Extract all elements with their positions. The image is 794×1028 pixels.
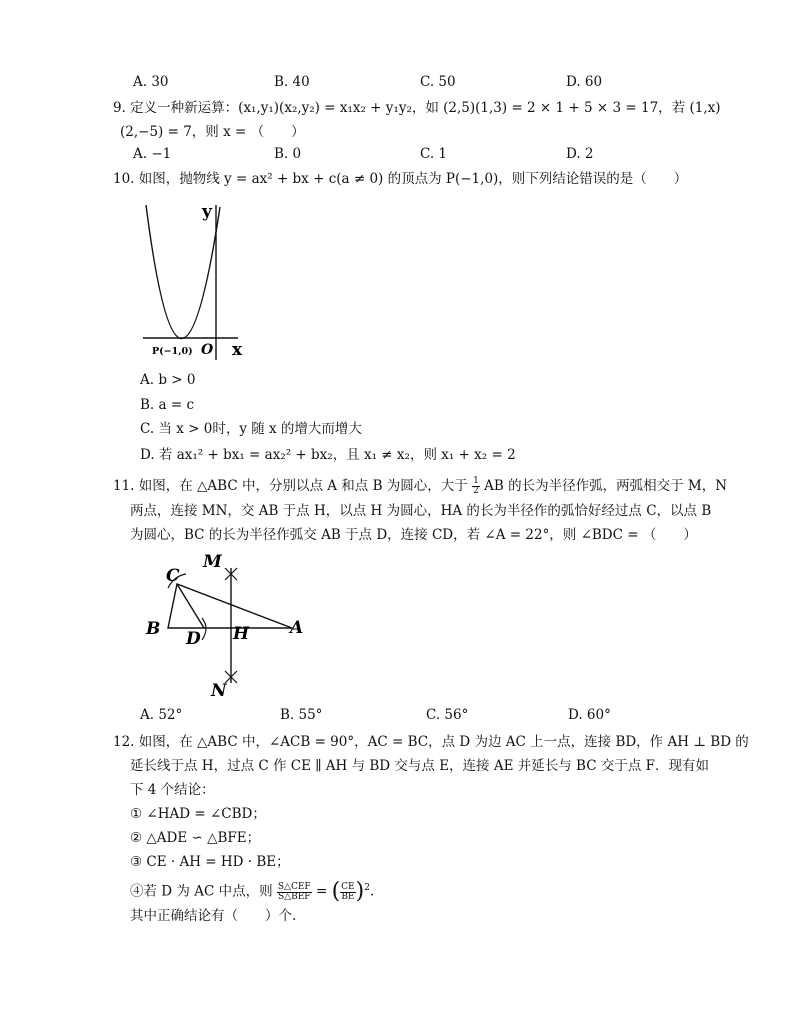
q8-option-c: C. 50 bbox=[420, 74, 456, 90]
fraction-denominator: 2 bbox=[473, 486, 479, 496]
label-d: D bbox=[186, 629, 201, 649]
label-a: A bbox=[290, 618, 304, 638]
label-m: M bbox=[203, 552, 222, 572]
q8-option-d: D. 60 bbox=[566, 74, 603, 90]
fraction-numerator: 1 bbox=[473, 476, 479, 486]
side-ratio-denominator: BE bbox=[341, 891, 355, 902]
segment-cd bbox=[177, 584, 204, 628]
origin-label: O bbox=[201, 342, 214, 358]
q11-stem-line2: 两点，连接 MN，交 AB 于点 H，以点 H 为圆心，HA 的长为半径作的弧恰好经过点 C，以点 B bbox=[130, 503, 712, 519]
parabola-curve bbox=[146, 205, 220, 339]
equals-sign: = bbox=[315, 883, 328, 900]
q12-stem-line2: 延长线于点 H，过点 C 作 CE ∥ AH 与 BD 交与点 E，连接 AE 并延长与 BC 交于点 F．现有如 bbox=[130, 758, 709, 774]
left-paren: ( bbox=[331, 879, 341, 904]
parabola-figure bbox=[138, 195, 258, 365]
side-ratio-numerator: CE bbox=[341, 881, 355, 892]
q11-option-b: B. 55° bbox=[280, 707, 323, 723]
x-axis-label: x bbox=[232, 340, 243, 360]
q9-stem-line2: (2,−5) = 7，则 x = （ ） bbox=[120, 124, 305, 140]
q12-ask: 其中正确结论有（ ）个. bbox=[130, 908, 297, 924]
half-fraction bbox=[472, 477, 480, 496]
label-h: H bbox=[233, 624, 250, 644]
q11-option-d: D. 60° bbox=[568, 707, 611, 723]
label-n: N bbox=[211, 681, 227, 701]
q12-conclusion-3: ③ CE · AH = HD · BE； bbox=[130, 854, 290, 870]
q8-option-a: A. 30 bbox=[133, 74, 169, 90]
q11-stem-part2: AB 的长为半径作弧，两弧相交于 M，N bbox=[484, 478, 728, 494]
q9-stem-line1: 9. 定义一种新运算：(x₁,y₁)(x₂,y₂) = x₁x₂ + y₁y₂，如 (2,5)(1,3) = 2 × 1 + 5 × 3 = 17，若 (1,x) bbox=[113, 100, 721, 116]
q9-option-c: C. 1 bbox=[420, 146, 448, 162]
q10-option-c: C. 当 x > 0时，y 随 x 的增大而增大 bbox=[140, 421, 362, 437]
q12-conclusion-1: ① ∠HAD = ∠CBD； bbox=[130, 806, 266, 822]
q9-option-a: A. −1 bbox=[133, 146, 172, 162]
area-ratio-numerator: S△CEF bbox=[277, 881, 311, 892]
vertex-label: P(−1,0) bbox=[152, 346, 193, 357]
triangle-construction-figure bbox=[140, 548, 320, 703]
q12-stem-line1: 12. 如图，在 △ABC 中，∠ACB = 90°，AC = BC，点 D 为边 AC 上一点，连接 BD，作 AH ⊥ BD 的 bbox=[113, 734, 749, 750]
q10-option-a: A. b > 0 bbox=[140, 372, 196, 388]
area-ratio-denominator: S△BEF bbox=[278, 891, 311, 902]
q11-option-c: C. 56° bbox=[426, 707, 469, 723]
q12-conclusion-4-text: ④若 D 为 AC 中点，则 bbox=[130, 883, 273, 900]
q11-stem-line3: 为圆心，BC 的长为半径作弧交 AB 于点 D，连接 CD，若 ∠A = 22°，则 ∠BDC = （ ） bbox=[130, 527, 697, 543]
q11-stem-line1 bbox=[113, 477, 727, 496]
area-ratio-fraction bbox=[277, 883, 312, 902]
exponent: 2 bbox=[364, 883, 370, 893]
q11-option-a: A. 52° bbox=[140, 707, 183, 723]
q9-option-b: B. 0 bbox=[274, 146, 302, 162]
q12-stem-line3: 下 4 个结论： bbox=[130, 782, 215, 798]
period: . bbox=[369, 883, 375, 900]
q9-option-d: D. 2 bbox=[566, 146, 594, 162]
right-paren: ) bbox=[355, 879, 365, 904]
q12-conclusion-2: ② △ADE ∽ △BFE； bbox=[130, 830, 261, 846]
q8-option-b: B. 40 bbox=[274, 74, 310, 90]
q10-stem: 10. 如图，抛物线 y = ax² + bx + c(a ≠ 0) 的顶点为 P(−1,0)，则下列结论错误的是（ ） bbox=[113, 171, 688, 187]
triangle-abc bbox=[168, 584, 292, 628]
q12-conclusion-4 bbox=[130, 873, 374, 907]
side-ratio-fraction bbox=[340, 883, 355, 902]
label-b: B bbox=[146, 619, 161, 639]
y-axis-label: y bbox=[202, 202, 212, 222]
q11-stem-part1: 11. 如图，在 △ABC 中，分别以点 A 和点 B 为圆心，大于 bbox=[113, 478, 468, 494]
q10-option-d: D. 若 ax₁² + bx₁ = ax₂² + bx₂，且 x₁ ≠ x₂，则 x₁ + x₂ = 2 bbox=[140, 447, 516, 463]
arc-mark-d bbox=[202, 618, 206, 640]
label-c: C bbox=[166, 566, 180, 586]
q10-option-b: B. a = c bbox=[140, 397, 195, 413]
